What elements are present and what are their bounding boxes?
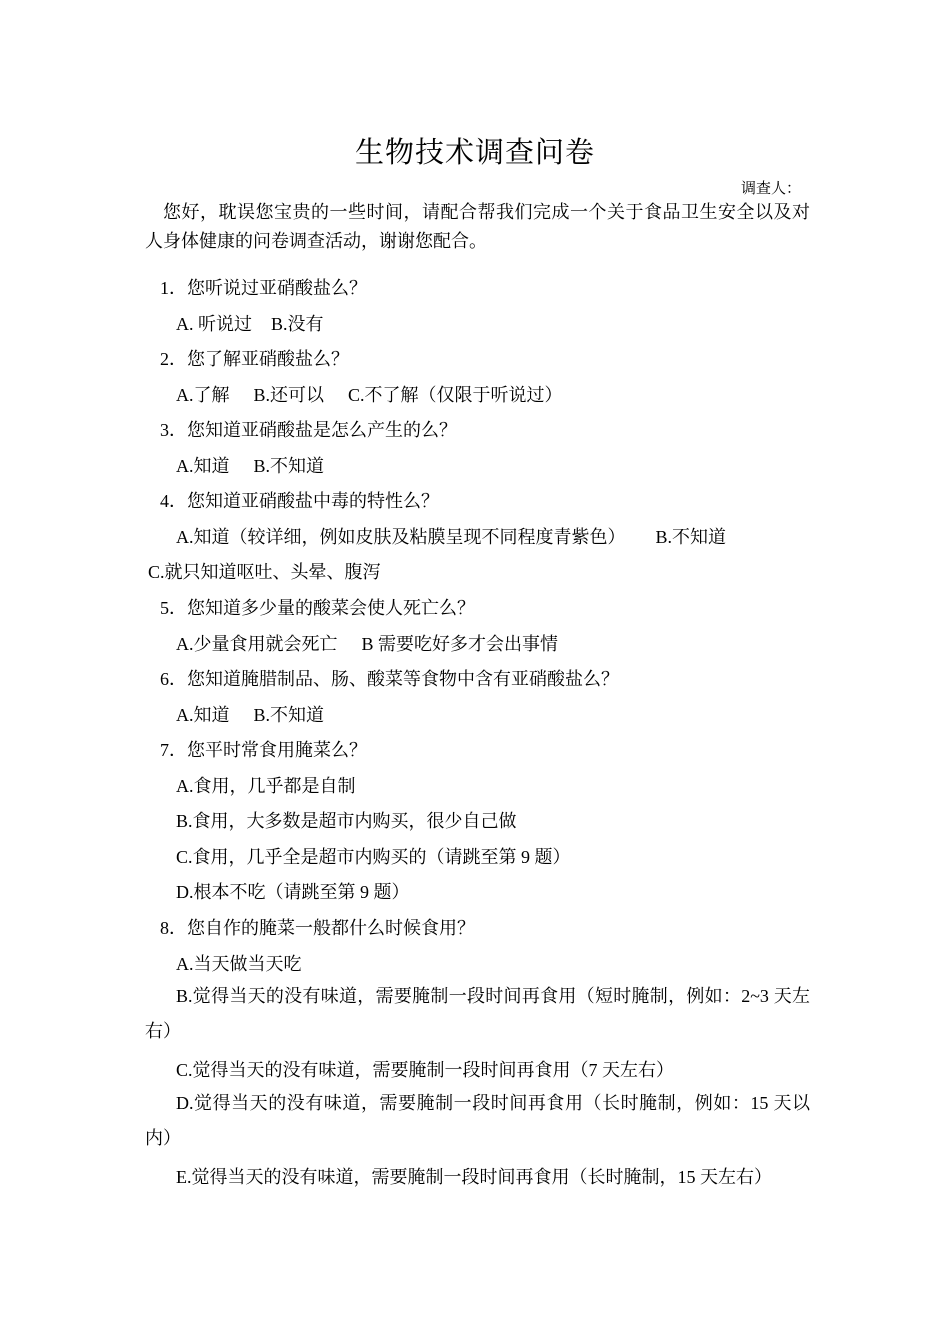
option-q4-c: C.就只知道呕吐、头晕、腹泻 <box>148 562 381 582</box>
option-q5-b: B 需要吃好多才会出事情 <box>361 634 559 654</box>
option-q2-b: B.还可以 <box>253 385 325 405</box>
option-q5-a: A.少量食用就会死亡 <box>176 634 338 654</box>
option-q8-a: A.当天做当天吃 <box>176 954 302 974</box>
question-6: 6．您知道腌腊制品、肠、酸菜等食物中含有亚硝酸盐么？ <box>160 669 619 689</box>
question-8: 8．您自作的腌菜一般都什么时候食用？ <box>160 918 475 938</box>
option-q1-b: B.没有 <box>271 314 324 334</box>
option-q7-d: D.根本不吃（请跳至第 9 题） <box>176 882 410 902</box>
option-q8-c: C.觉得当天的没有味道，需要腌制一段时间再食用（7 天左右） <box>176 1060 675 1080</box>
option-q7-c: C.食用，几乎全是超市内购买的（请跳至第 9 题） <box>176 847 571 867</box>
options-q5 <box>176 630 558 656</box>
option-q4-b: B.不知道 <box>655 527 727 547</box>
option-q3-b: B.不知道 <box>253 456 325 476</box>
option-q3-a: A.知道 <box>176 456 230 476</box>
option-q6-a: A.知道 <box>176 705 230 725</box>
question-4: 4．您知道亚硝酸盐中毒的特性么？ <box>160 491 439 511</box>
option-q2-c: C.不了解（仅限于听说过） <box>348 385 563 405</box>
options-q2 <box>176 381 563 407</box>
option-q4-a: A.知道（较详细，例如皮肤及粘膜呈现不同程度青紫色） <box>176 527 626 547</box>
question-2: 2．您了解亚硝酸盐么？ <box>160 349 349 369</box>
options-q4 <box>176 523 726 549</box>
option-q6-b: B.不知道 <box>253 705 325 725</box>
options-q1 <box>176 310 324 336</box>
option-q7-a: A.食用，几乎都是自制 <box>176 776 356 796</box>
options-q6 <box>176 701 324 727</box>
options-q3 <box>176 452 324 478</box>
question-1: 1．您听说过亚硝酸盐么？ <box>160 278 367 298</box>
option-q7-b: B.食用，大多数是超市内购买，很少自己做 <box>176 811 517 831</box>
document-title: 生物技术调查问卷 <box>354 137 595 169</box>
option-q8-b: B.觉得当天的没有味道，需要腌制一段时间再食用（短时腌制，例如：2~3 天左右） <box>145 986 810 1041</box>
option-q1-a: A. 听说过 <box>176 314 252 334</box>
question-3: 3．您知道亚硝酸盐是怎么产生的么？ <box>160 420 457 440</box>
option-q8-e: E.觉得当天的没有味道，需要腌制一段时间再食用（长时腌制，15 天左右） <box>176 1167 772 1187</box>
option-q8-d: D.觉得当天的没有味道，需要腌制一段时间再食用（长时腌制，例如：15 天以内） <box>145 1093 810 1148</box>
question-5: 5．您知道多少量的酸菜会使人死亡么？ <box>160 598 475 618</box>
question-7: 7．您平时常食用腌菜么？ <box>160 740 367 760</box>
intro-paragraph: 您好，耽误您宝贵的一些时间，请配合帮我们完成一个关于食品卫生安全以及对人身体健康的问卷调查活动，谢谢您配合。 <box>145 202 810 251</box>
investigator-label: 调查人： <box>741 181 802 197</box>
option-q2-a: A.了解 <box>176 385 230 405</box>
